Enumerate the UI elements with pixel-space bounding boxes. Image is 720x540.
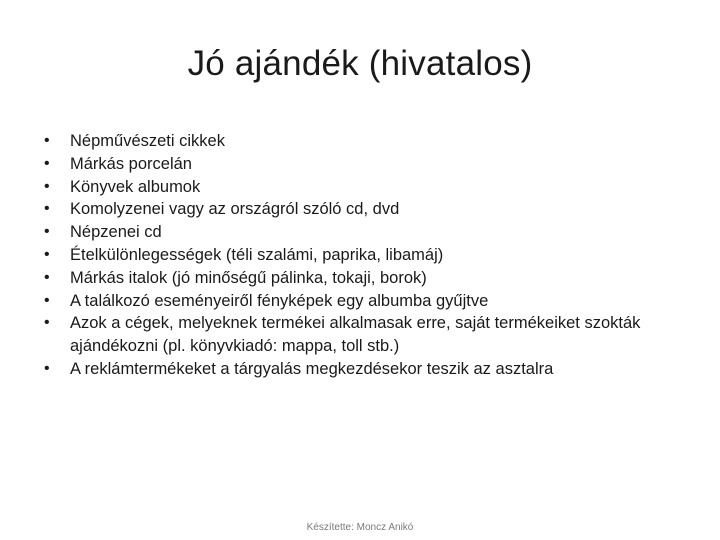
list-item: [44, 176, 684, 199]
list-item-text: Komolyzenei vagy az országról szóló cd, dvd: [70, 200, 400, 219]
list-item-text: Könyvek albumok: [70, 177, 201, 196]
bullet-icon: •: [44, 245, 50, 263]
list-item: [44, 267, 684, 290]
list-item-text: Népművészeti cikkek: [70, 132, 225, 150]
footer-credit: Készítette: Moncz Anikó: [306, 522, 414, 533]
bullet-icon: •: [44, 177, 50, 195]
bullet-icon: •: [44, 154, 50, 172]
bullet-icon: •: [44, 268, 50, 286]
list-item: [44, 244, 684, 267]
list-item-text: A reklámtermékeket a tárgyalás megkezdésekor teszik az asztalra: [70, 359, 554, 378]
list-item: [44, 130, 684, 153]
list-item-text: A találkozó eseményeiről fényképek egy albumba gyűjtve: [70, 291, 489, 310]
list-item: [44, 358, 684, 381]
bullet-icon: •: [44, 223, 50, 241]
list-item: [44, 312, 684, 358]
list-item-text: Azok a cégek, melyeknek termékei alkalmasak erre, saját termékeiket szokták ajándékozni (pl. könyvkiadó: mappa, toll stb.): [70, 314, 641, 356]
list-item: [44, 198, 684, 221]
list-item-text: Ételkülönlegességek (téli szalámi, paprika, libamáj): [70, 245, 444, 264]
bullet-icon: •: [44, 359, 50, 377]
bullet-list: [44, 130, 684, 381]
list-item: [44, 221, 684, 244]
bullet-icon: •: [44, 314, 50, 332]
list-item-text: Márkás italok (jó minőségű pálinka, tokaji, borok): [70, 268, 427, 287]
list-item: [44, 153, 684, 176]
slide-title: Jó ajándék (hivatalos): [187, 44, 533, 83]
bullet-icon: •: [44, 132, 50, 149]
bullet-icon: •: [44, 200, 50, 218]
list-item: [44, 290, 684, 313]
bullet-icon: •: [44, 291, 50, 309]
list-item-text: Népzenei cd: [70, 223, 162, 242]
list-item-text: Márkás porcelán: [70, 154, 192, 173]
